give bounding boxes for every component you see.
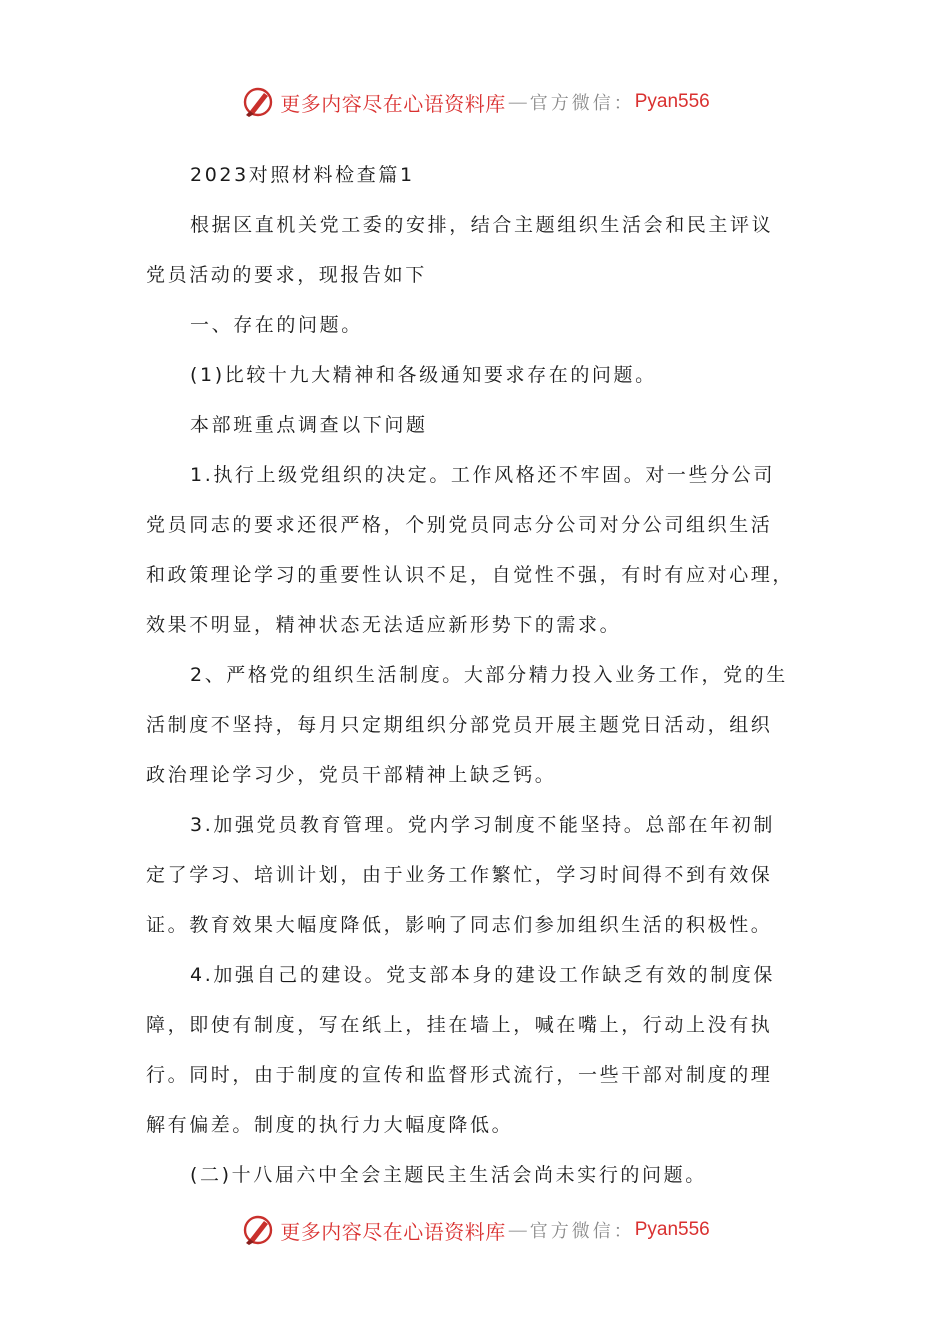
paragraph-line: 政治理论学习少，党员干部精神上缺乏钙。 — [146, 764, 557, 786]
paragraph-line: 活制度不坚持，每月只定期组织分部党员开展主题党日活动，组织 — [146, 714, 773, 736]
header-banner — [0, 80, 950, 124]
paragraph-line: 障，即使有制度，写在纸上，挂在墙上，喊在嘴上，行动上没有执 — [146, 1014, 773, 1036]
subsection-heading: (二)十八届六中全会主题民主生活会尚未实行的问题。 — [190, 1164, 707, 1186]
paragraph-line: 3.加强党员教育管理。党内学习制度不能坚持。总部在年初制 — [190, 814, 775, 836]
pen-nib-logo-icon — [240, 84, 276, 120]
paragraph-line: 证。教育效果大幅度降低，影响了同志们参加组织生活的积极性。 — [146, 914, 773, 936]
banner-dash: — — [507, 1218, 528, 1242]
paragraph-line: 解有偏差。制度的执行力大幅度降低。 — [146, 1114, 514, 1136]
paragraph-line: 4.加强自己的建设。党支部本身的建设工作缺乏有效的制度保 — [190, 964, 775, 986]
section-heading: 一、存在的问题。 — [190, 314, 363, 336]
subsection-heading: (1)比较十九大精神和各级通知要求存在的问题。 — [190, 364, 657, 386]
paragraph-line: 定了学习、培训计划，由于业务工作繁忙，学习时间得不到有效保 — [146, 864, 773, 886]
document-body — [146, 150, 806, 1200]
pen-nib-logo-icon — [240, 1212, 276, 1248]
banner-text: 更多内容尽在心语资料库 — [280, 91, 506, 116]
paragraph-line: 和政策理论学习的重要性认识不足，自觉性不强，有时有应对心理， — [146, 564, 795, 586]
banner-wechat-label: 官方微信： — [529, 1221, 635, 1242]
paragraph-line: 2、严格党的组织生活制度。大部分精力投入业务工作，党的生 — [190, 664, 788, 686]
paragraph-line: 党员活动的要求，现报告如下 — [146, 264, 427, 286]
paragraph-line: 本部班重点调查以下问题 — [190, 414, 428, 436]
doc-title: 2023对照材料检查篇1 — [190, 164, 415, 186]
banner-wechat-id: Pyan556 — [634, 91, 710, 112]
banner-wechat-label: 官方微信： — [529, 93, 635, 114]
paragraph-line: 行。同时，由于制度的宣传和监督形式流行，一些干部对制度的理 — [146, 1064, 773, 1086]
banner-dash: — — [507, 90, 528, 114]
banner-text: 更多内容尽在心语资料库 — [280, 1219, 506, 1244]
paragraph-line: 效果不明显，精神状态无法适应新形势下的需求。 — [146, 614, 622, 636]
paragraph-line: 根据区直机关党工委的安排，结合主题组织生活会和民主评议 — [190, 214, 774, 236]
footer-banner — [0, 1208, 950, 1252]
paragraph-line: 党员同志的要求还很严格，个别党员同志分公司对分公司组织生活 — [146, 514, 773, 536]
banner-wechat-id: Pyan556 — [634, 1219, 710, 1240]
paragraph-line: 1.执行上级党组织的决定。工作风格还不牢固。对一些分公司 — [190, 464, 775, 486]
